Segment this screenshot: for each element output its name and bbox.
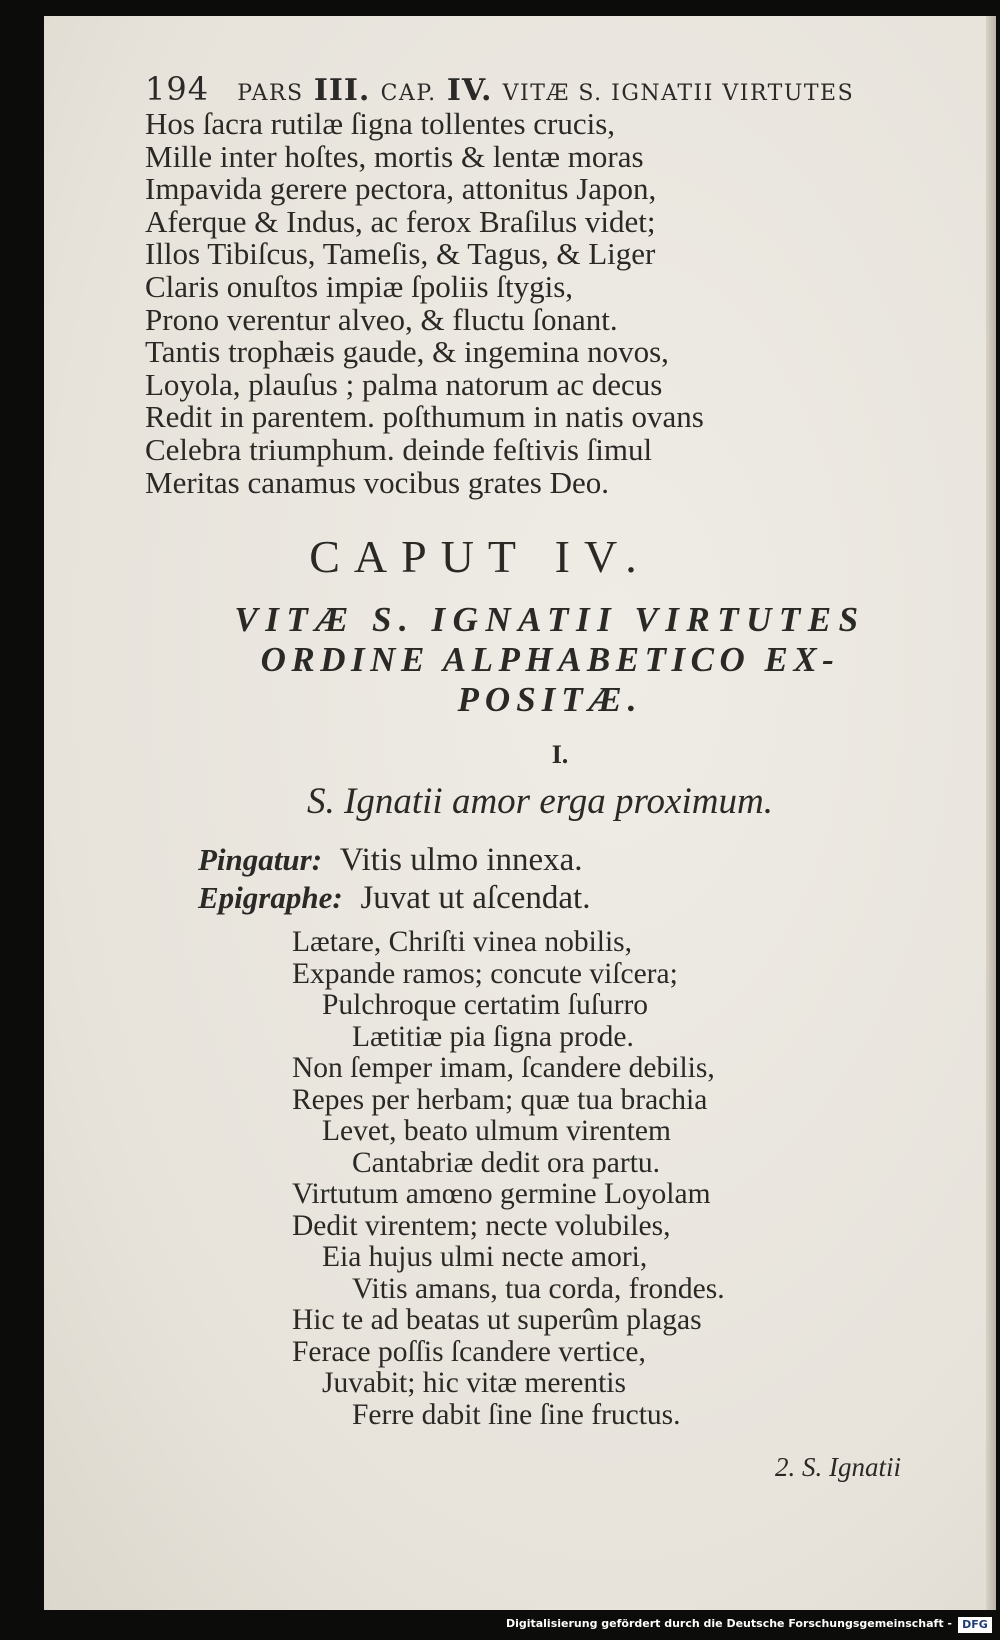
verse-line: Vitis amans, tua corda, frondes. — [352, 1272, 725, 1305]
running-head-title: VITÆ S. IGNATII VIRTUTES — [502, 81, 855, 106]
verse-line: Lætare, Chriſti vinea nobilis, — [292, 926, 633, 958]
running-head — [145, 70, 915, 108]
verse-line: Ferace poſſis ſcandere vertice, — [292, 1335, 646, 1368]
epigraphe-value: Juvat ut aſcendat. — [360, 880, 591, 916]
verse-line: Eia hujus ulmi necte amori, — [322, 1241, 648, 1273]
chapter-subtitle — [150, 600, 950, 720]
verse-line: Juvabit; hic vitæ merentis — [322, 1367, 626, 1399]
verse-line: Repes per herbam; quæ tua brachia — [292, 1083, 708, 1116]
epigraphe-label: Epigraphe: — [198, 880, 343, 915]
footer-credit: Digitalisierung gefördert durch die Deutsche Forschungsgemeinschaft - — [505, 1617, 952, 1630]
verse-line: Pulchroque certatim ſuſurro — [322, 989, 649, 1021]
subtitle-line: VITÆ S. IGNATII VIRTUTES — [234, 600, 866, 639]
verse-line: Ferre dabit ſine ſine fructus. — [352, 1398, 681, 1431]
running-head-cap: CAP. — [380, 81, 437, 106]
ode-verse — [0, 927, 725, 1431]
verse-line: Claris onuſtos impiæ ſpoliis ſtygis, — [145, 268, 574, 304]
chapter-title: CAPUT IV. — [309, 531, 651, 582]
verse-line: Aferque & Indus, ac ferox Braſilus videt; — [145, 203, 656, 239]
epigraphe-line — [198, 880, 590, 917]
pingatur-label: Pingatur: — [198, 842, 323, 877]
subtitle-line: POSITÆ. — [457, 680, 643, 719]
pingatur-line — [198, 842, 583, 879]
pingatur-value: Vitis ulmo innexa. — [339, 842, 583, 878]
verse-line: Tantis trophæis gaude, & ingemina novos, — [145, 334, 669, 370]
verse-line: Cantabriæ dedit ora partu. — [352, 1146, 661, 1179]
verse-line: Lætitiæ pia ſigna prode. — [352, 1020, 634, 1053]
running-head-pars-num: III. — [313, 73, 371, 108]
subtitle-line: ORDINE ALPHABETICO EX- — [260, 640, 840, 679]
verse-line: Illos Tibiſcus, Tameſis, & Tagus, & Liger — [145, 236, 656, 272]
running-head-pars: PARS — [237, 81, 304, 106]
verse-line: Prono verentur alveo, & fluctu ſonant. — [145, 301, 618, 337]
catchword: 2. S. Ignatii — [775, 1452, 901, 1482]
opening-verse — [145, 108, 704, 499]
verse-line: Virtutum amœno germine Loyolam — [292, 1178, 711, 1210]
running-head-cap-num: IV. — [446, 73, 493, 108]
verse-line: Loyola, plauſus ; palma natorum ac decus — [145, 366, 663, 402]
verse-line: Hic te ad beatas ut superûm plagas — [292, 1304, 702, 1336]
verse-line: Redit in parentem. poſthumum in natis ovans — [145, 399, 704, 435]
verse-line: Levet, beato ulmum virentem — [322, 1115, 671, 1147]
dfg-logo: DFG — [958, 1617, 992, 1633]
verse-line: Celebra triumphum. deinde feſtivis ſimul — [145, 431, 653, 467]
section-title: S. Ignatii amor erga proximum. — [307, 781, 773, 822]
verse-line: Non ſemper imam, ſcandere debilis, — [292, 1052, 715, 1084]
section-number: I. — [551, 740, 569, 769]
verse-line: Dedit virentem; necte volubiles, — [292, 1209, 671, 1242]
verse-line: Mille inter hoſtes, mortis & lentæ moras — [145, 138, 644, 174]
page-number: 194 — [145, 70, 210, 108]
verse-line: Impavida gerere pectora, attonitus Japon, — [145, 171, 657, 207]
verse-line: Hos ſacra rutilæ ſigna tollentes crucis, — [145, 106, 616, 141]
verse-line: Meritas canamus vocibus grates Deo. — [145, 464, 610, 500]
verse-line: Expande ramos; concute viſcera; — [292, 957, 678, 990]
